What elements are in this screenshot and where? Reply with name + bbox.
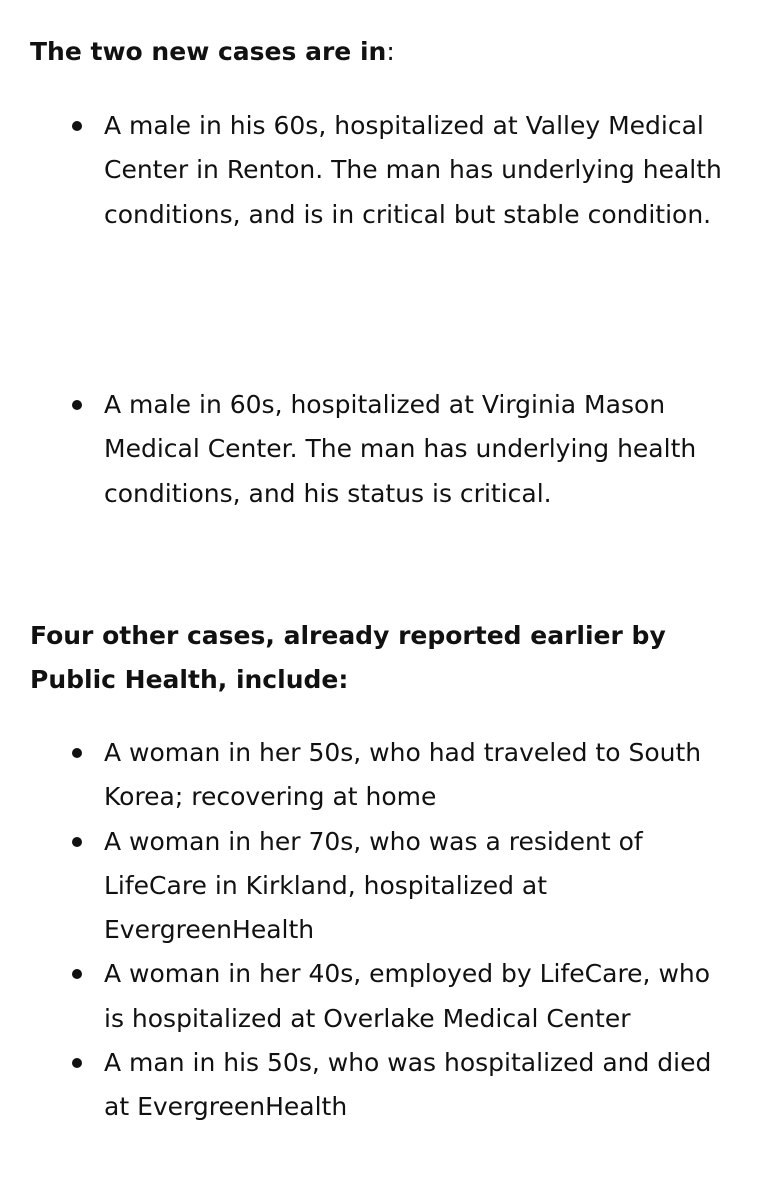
list-item-text: A male in 60s, hospitalized at Virginia Mason Medical Center. The man has underlying health conditions, and his status is critical. [104,390,697,508]
new-cases-list-continued [0,383,765,516]
new-cases-heading [30,30,750,74]
list-item [0,383,765,516]
list-item [0,952,765,1041]
list-item [0,820,765,953]
new-cases-heading-bold: The two new cases are in [30,37,387,66]
list-item-text: A man in his 50s, who was hospitalized and died at EvergreenHealth [104,1048,712,1122]
bullet-icon [72,1058,82,1068]
bullet-icon [72,121,82,131]
other-cases-heading: Four other cases, already reported earlier by Public Health, include: [30,621,666,694]
new-cases-heading-colon: : [386,37,395,66]
new-cases-list [0,104,765,237]
other-cases-list [0,731,765,1130]
list-item-text: A male in his 60s, hospitalized at Valley Medical Center in Renton. The man has underlying health conditions, and is in critical but stable condition. [104,111,722,229]
bullet-icon [72,837,82,847]
bullet-icon [72,969,82,979]
list-item [0,104,765,237]
list-item [0,1041,765,1130]
list-item-text: A woman in her 50s, who had traveled to South Korea; recovering at home [104,738,702,812]
list-item-text: A woman in her 40s, employed by LifeCare, who is hospitalized at Overlake Medical Center [104,959,711,1033]
list-item [0,731,765,820]
list-item-text: A woman in her 70s, who was a resident of LifeCare in Kirkland, hospitalized at EvergreenHealth [104,826,643,945]
bullet-icon [72,400,82,410]
bullet-icon [72,748,82,758]
